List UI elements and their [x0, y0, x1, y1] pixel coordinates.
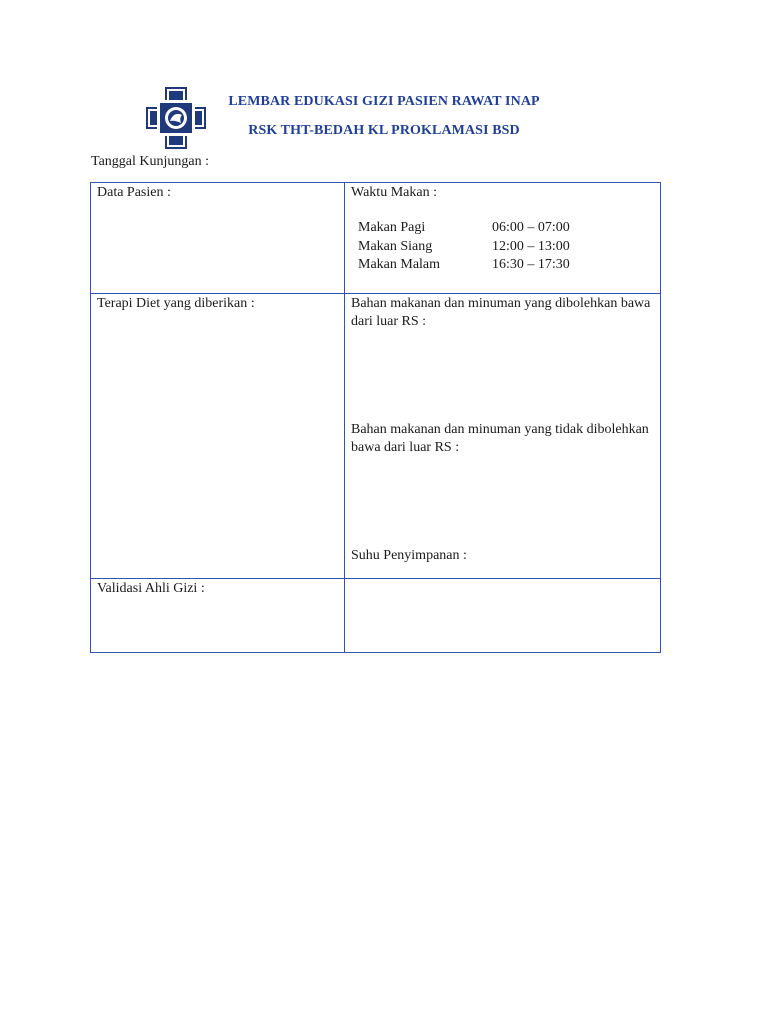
diet-therapy-cell[interactable] [91, 294, 345, 579]
document-title: LEMBAR EDUKASI GIZI PASIEN RAWAT INAP [228, 94, 540, 109]
table-row [91, 579, 661, 653]
meal-row-breakfast [358, 219, 660, 238]
hospital-name: RSK THT-BEDAH KL PROKLAMASI BSD [248, 123, 520, 138]
validation-cell[interactable] [91, 579, 345, 653]
meal-time: 06:00 – 07:00 [492, 220, 570, 235]
validation-label: Validasi Ahli Gizi : [97, 581, 205, 596]
meal-name: Makan Pagi [358, 220, 426, 235]
meal-row-dinner [358, 256, 660, 275]
validation-signature-cell[interactable] [345, 579, 661, 653]
meal-time: 12:00 – 13:00 [492, 238, 570, 254]
meal-name: Makan Siang [358, 238, 433, 254]
meal-row-lunch [358, 238, 660, 257]
not-allowed-food-label: Bahan makanan dan minuman yang tidak dibolehkan bawa dari luar RS : [351, 422, 649, 455]
allowed-food-label: Bahan makanan dan minuman yang dibolehkan bawa dari luar RS : [351, 296, 651, 329]
diet-therapy-label: Terapi Diet yang diberikan : [97, 296, 255, 311]
table-row [91, 183, 661, 294]
food-rules-cell[interactable] [345, 294, 661, 579]
storage-temperature-label: Suhu Penyimpanan : [351, 548, 467, 563]
education-form-table [90, 182, 661, 653]
meal-schedule [358, 219, 660, 275]
patient-data-label: Data Pasien : [97, 185, 171, 200]
meal-time: 16:30 – 17:30 [492, 257, 570, 272]
meal-time-cell [345, 183, 661, 294]
meal-name: Makan Malam [358, 257, 441, 272]
patient-data-cell[interactable] [91, 183, 345, 294]
visit-date-label: Tanggal Kunjungan : [91, 154, 209, 169]
meal-time-label: Waktu Makan : [351, 185, 437, 200]
table-row [91, 294, 661, 579]
